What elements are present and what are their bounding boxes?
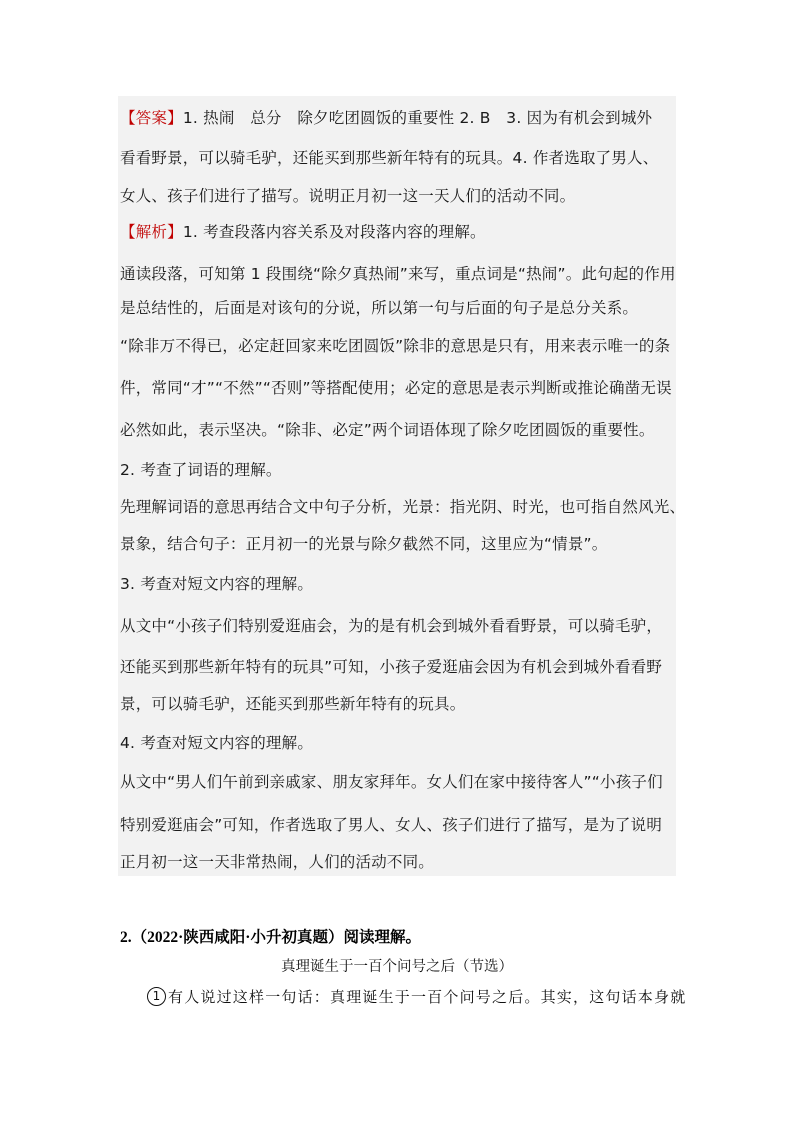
analysis-text-1: 1. 考查段落内容关系及对段落内容的理解。	[182, 223, 486, 241]
analysis-line: 必然如此，表示坚决。“除非、必定”两个词语体现了除夕吃团圆饭的重要性。	[120, 421, 655, 439]
answer-line-2: 看看野景，可以骑毛驴，还能买到那些新年特有的玩具。4. 作者选取了男人、	[120, 149, 659, 167]
answer-line-3: 女人、孩子们进行了描写。说明正月初一这一天人们的活动不同。	[120, 187, 576, 205]
analysis-line: 正月初一这一天非常热闹，人们的活动不同。	[120, 853, 435, 871]
passage-title: 真理诞生于一百个问号之后（节选）	[281, 959, 513, 975]
analysis-line: 还能买到那些新年特有的玩具”可知，小孩子爱逛庙会因为有机会到城外看看野	[120, 658, 663, 676]
answer-tag: 【答案】	[120, 109, 183, 127]
analysis-line: 景，可以骑毛驴，还能买到那些新年特有的玩具。	[120, 695, 466, 713]
analysis-tag: 【解析】	[120, 223, 183, 241]
analysis-line: 是总结性的，后面是对该句的分说，所以第一句与后面的句子是总分关系。	[120, 299, 639, 317]
analysis-line: “除非万不得已，必定赶回家来吃团圆饭”除非的意思是只有，用来表示唯一的条	[120, 337, 671, 355]
analysis-line: 3. 考查对短文内容的理解。	[120, 575, 314, 593]
answer-line-1	[120, 108, 652, 128]
analysis-line: 4. 考查对短文内容的理解。	[120, 734, 314, 752]
analysis-line: 先理解词语的意思再结合文中句子分析，光景：指光阴、时光，也可指自然风光、	[120, 498, 686, 516]
answer-analysis-background	[118, 96, 676, 876]
analysis-line: 通读段落，可知第 1 段围绕“除夕真热闹”来写，重点词是“热闹”。此句起的作用	[120, 265, 676, 283]
answer-text-1: 1. 热闹 总分 除夕吃团圆饭的重要性 2. B 3. 因为有机会到城外	[182, 109, 653, 127]
passage-paragraph-1: 有人说过这样一句话：真理诞生于一百个问号之后。其实，这句话本身就	[168, 988, 687, 1006]
paragraph-number-badge: 1	[147, 987, 166, 1006]
analysis-line: 特别爱逛庙会”可知，作者选取了男人、女人、孩子们进行了描写，是为了说明	[120, 816, 663, 834]
question-2-heading: 2.（2022·陕西咸阳·小升初真题）阅读理解。	[120, 929, 421, 946]
analysis-line: 2. 考查了词语的理解。	[120, 461, 282, 479]
analysis-line: 从文中“男人们午前到亲戚家、朋友家拜年。女人们在家中接待客人”“小孩子们	[120, 773, 663, 791]
analysis-line: 件，常同“才”“不然”“否则”等搭配使用；必定的意思是表示判断或推论确凿无误	[120, 379, 672, 397]
analysis-line: 从文中“小孩子们特别爱逛庙会，为的是有机会到城外看看野景，可以骑毛驴，	[120, 617, 663, 635]
analysis-line-1	[120, 222, 486, 242]
analysis-line: 景象，结合句子：正月初一的光景与除夕截然不同，这里应为“情景”。	[120, 535, 608, 553]
